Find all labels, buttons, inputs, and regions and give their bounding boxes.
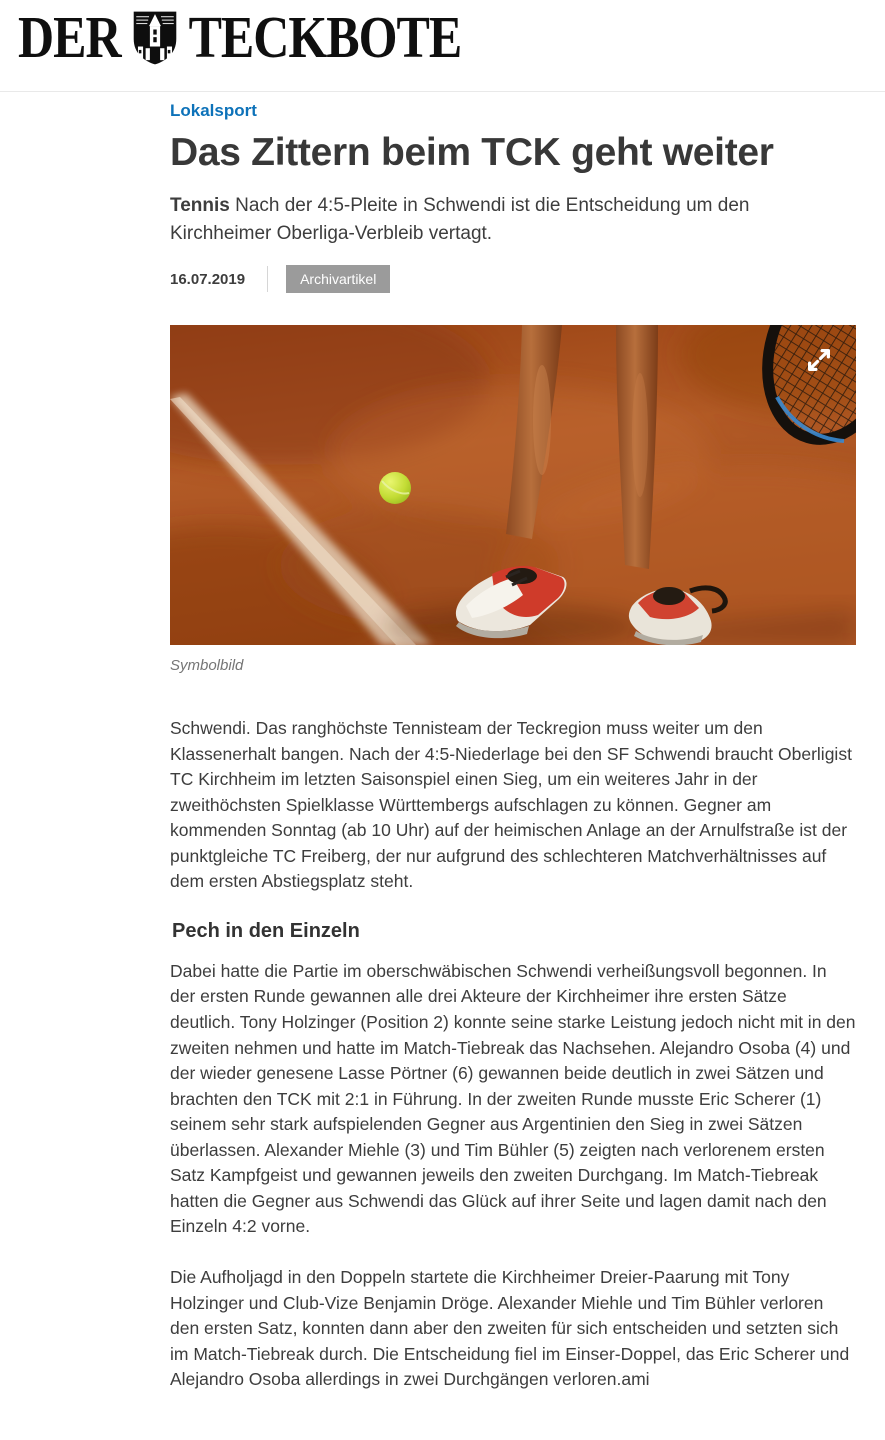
- archive-badge: Archivartikel: [286, 265, 390, 293]
- category-link-lokalsport[interactable]: Lokalsport: [170, 101, 257, 120]
- article-meta: [170, 263, 856, 295]
- newspaper-logo[interactable]: [18, 4, 885, 71]
- lead-topic-label: Tennis: [170, 195, 230, 217]
- article: [170, 92, 856, 1440]
- article-figure: [170, 325, 856, 674]
- publish-date: 16.07.2019: [170, 270, 246, 288]
- article-title: Das Zittern beim TCK geht weiter: [170, 131, 774, 174]
- city-crest-icon: [132, 8, 178, 68]
- body-paragraph: Schwendi. Das ranghöchste Tennisteam der Teckregion muss weiter um den Klassenerhalt bangen. Nach der 4:5-Niederlage bei den SF Schwendi braucht Oberligist TC Kirchheim im letzten Saisonspiel einen Sieg, um ein weiteres Jahr in der zweithöchsten Spielklasse Württembergs aufschlagen zu können. Gegner am kommenden Sonntag (ab 10 Uhr) auf der heimischen Anlage an der Arnulfstraße ist der punktgleiche TC Freiberg, der nur aufgrund des schlechteren Matchverhältnisses auf dem ersten Abstiegsplatz steht.: [170, 718, 852, 892]
- article-image[interactable]: [170, 325, 856, 645]
- body-paragraph: Dabei hatte die Partie im oberschwäbischen Schwendi verheißungsvoll begonnen. In der ersten Runde gewannen alle drei Akteure der Kirchheimer ihre ersten Sätze deutlich. Tony Holzinger (Position 2) konnte seine starke Leistung jedoch nicht mit in den zweiten nehmen und hatte im Match-Tiebreak das Nachsehen. Alejandro Osoba (4) und der wieder genesene Lasse Pörtner (6) gewannen beide deutlich in zwei Sätzen und brachten den TCK mit 2:1 in Führung. In der zweiten Runde musste Eric Scherer (1) seinem sehr stark aufspielenden Gegner aus Argentinien den Sieg in zwei Sätzen überlassen. Alexander Miehle (3) und Tim Bühler (5) zeigten nach verlorenem ersten Satz Kampfgeist und gewannen jeweils den zweiten Durchgang. Im Match-Tiebreak hatten die Gegner aus Schwendi das Glück auf ihrer Seite und lagen damit nach den Einzeln 4:2 vorne.: [170, 960, 856, 1237]
- meta-divider: [267, 266, 268, 292]
- article-lead: [170, 192, 856, 247]
- logo-text-teckbote: TECKBOTE: [188, 4, 462, 71]
- section-heading: Pech in den Einzeln: [172, 919, 360, 942]
- body-paragraph: Die Aufholjagd in den Doppeln startete die Kirchheimer Dreier-Paarung mit Tony Holzinger und Club-Vize Benjamin Dröge. Alexander Miehle und Tim Bühler verloren den ersten Satz, konnten dann aber den zweiten für sich entscheiden und setzten sich im Match-Tiebreak durch. Die Entscheidung fiel im Einser-Doppel, das Eric Scherer und Alejandro Osoba allerdings in zwei Durchgängen verloren.ami: [170, 1266, 850, 1390]
- logo-text-der: DER: [18, 4, 121, 71]
- site-header: [0, 0, 885, 92]
- lead-text: Nach der 4:5-Pleite in Schwendi ist die Entscheidung um den Kirchheimer Oberliga-Verbleib vertagt.: [170, 195, 750, 244]
- image-caption: Symbolbild: [170, 657, 244, 675]
- expand-icon[interactable]: [804, 345, 834, 375]
- article-body: [170, 716, 856, 1440]
